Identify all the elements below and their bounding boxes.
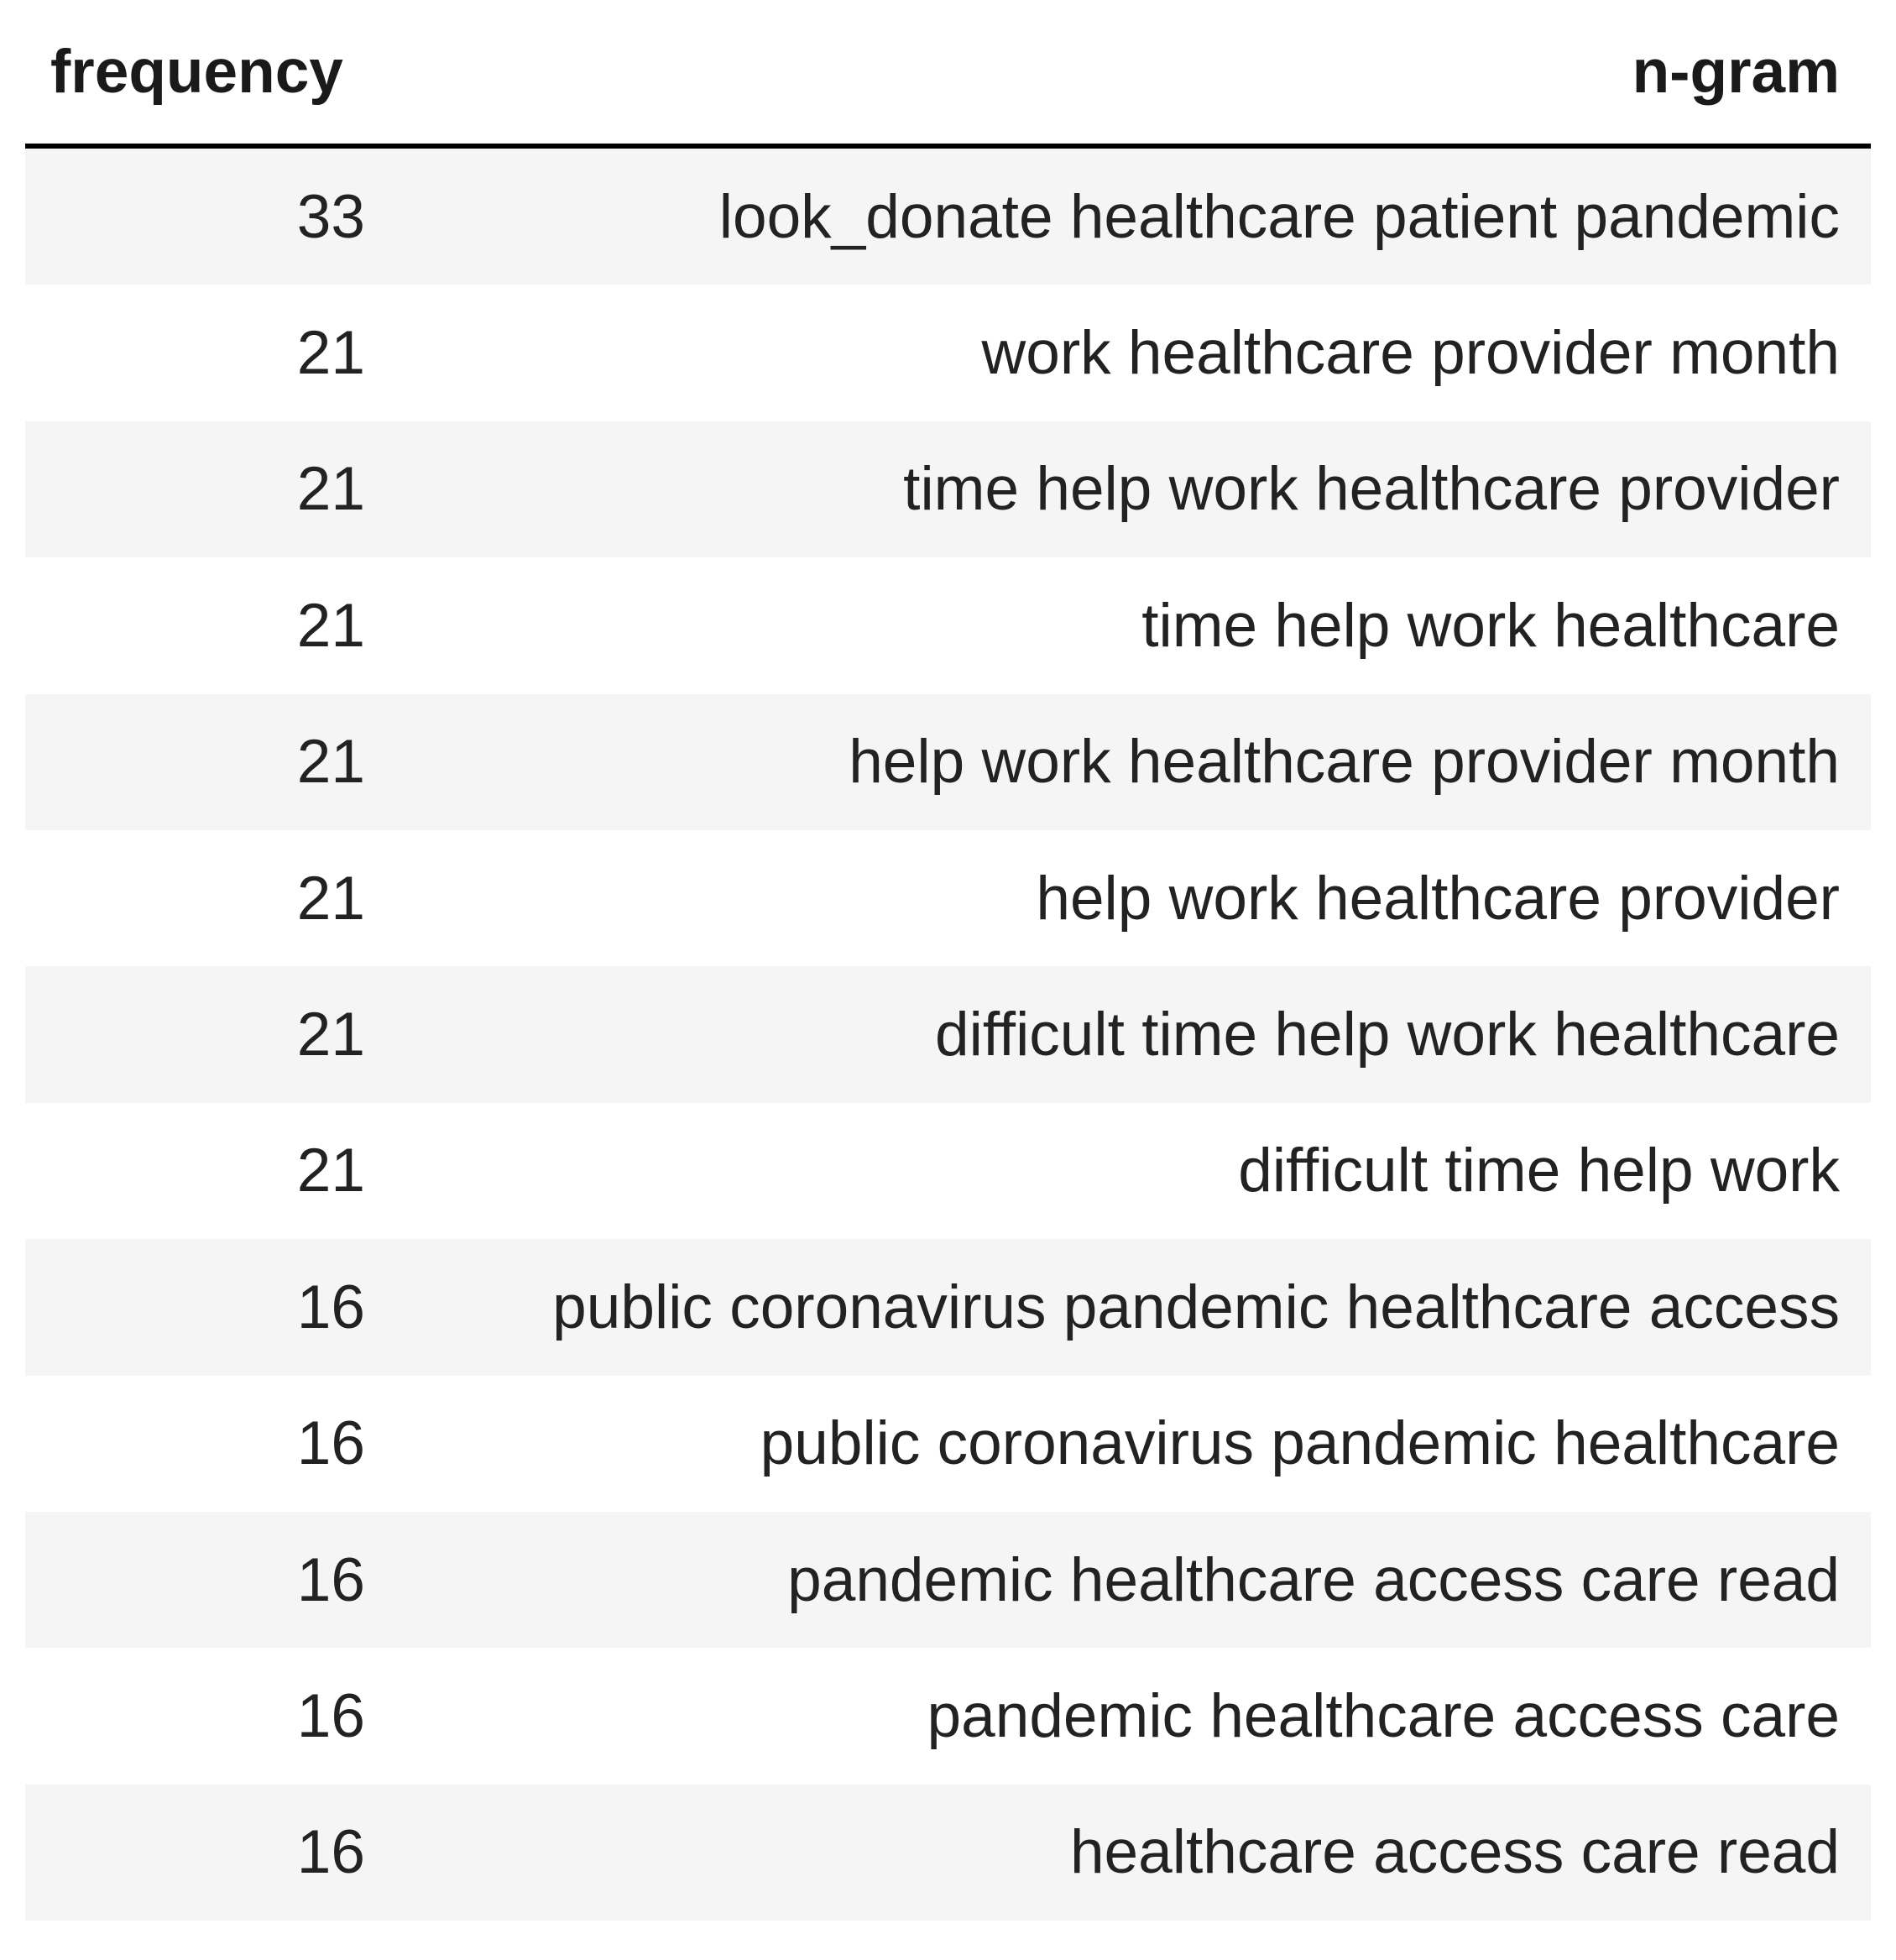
ngram-frequency-table-container bbox=[25, 0, 1871, 1921]
table-row bbox=[25, 966, 1871, 1102]
table-row bbox=[25, 1376, 1871, 1512]
table-row bbox=[25, 1648, 1871, 1784]
frequency-cell: 21 bbox=[25, 966, 367, 1102]
frequency-cell: 21 bbox=[25, 285, 367, 421]
table-row bbox=[25, 1785, 1871, 1921]
ngram-cell: help work healthcare provider month bbox=[367, 694, 1871, 830]
ngram-frequency-table bbox=[25, 0, 1871, 1921]
frequency-cell: 21 bbox=[25, 421, 367, 557]
ngram-cell: difficult time help work bbox=[367, 1103, 1871, 1239]
ngram-cell: difficult time help work healthcare bbox=[367, 966, 1871, 1102]
ngram-cell: public coronavirus pandemic healthcare access bbox=[367, 1239, 1871, 1375]
frequency-cell: 16 bbox=[25, 1239, 367, 1375]
table-row bbox=[25, 694, 1871, 830]
table-header bbox=[25, 0, 1871, 146]
frequency-cell: 21 bbox=[25, 830, 367, 966]
frequency-cell: 21 bbox=[25, 557, 367, 693]
frequency-cell: 16 bbox=[25, 1785, 367, 1921]
ngram-cell: time help work healthcare bbox=[367, 557, 1871, 693]
ngram-cell: help work healthcare provider bbox=[367, 830, 1871, 966]
table-row bbox=[25, 421, 1871, 557]
header-row bbox=[25, 0, 1871, 146]
column-header-ngram[interactable]: n-gram bbox=[367, 0, 1871, 146]
ngram-cell: work healthcare provider month bbox=[367, 285, 1871, 421]
ngram-cell: pandemic healthcare access care bbox=[367, 1648, 1871, 1784]
frequency-cell: 21 bbox=[25, 694, 367, 830]
table-row bbox=[25, 830, 1871, 966]
ngram-cell: public coronavirus pandemic healthcare bbox=[367, 1376, 1871, 1512]
table-row bbox=[25, 146, 1871, 285]
ngram-cell: pandemic healthcare access care read bbox=[367, 1512, 1871, 1648]
frequency-cell: 33 bbox=[25, 146, 367, 285]
frequency-cell: 16 bbox=[25, 1376, 367, 1512]
table-row bbox=[25, 1103, 1871, 1239]
table-row bbox=[25, 557, 1871, 693]
table-body bbox=[25, 146, 1871, 1921]
frequency-cell: 16 bbox=[25, 1512, 367, 1648]
table-row bbox=[25, 285, 1871, 421]
ngram-cell: healthcare access care read bbox=[367, 1785, 1871, 1921]
frequency-cell: 21 bbox=[25, 1103, 367, 1239]
frequency-cell: 16 bbox=[25, 1648, 367, 1784]
table-row bbox=[25, 1512, 1871, 1648]
ngram-cell: time help work healthcare provider bbox=[367, 421, 1871, 557]
table-row bbox=[25, 1239, 1871, 1375]
ngram-cell: look_donate healthcare patient pandemic bbox=[367, 146, 1871, 285]
column-header-frequency[interactable]: frequency bbox=[25, 0, 367, 146]
